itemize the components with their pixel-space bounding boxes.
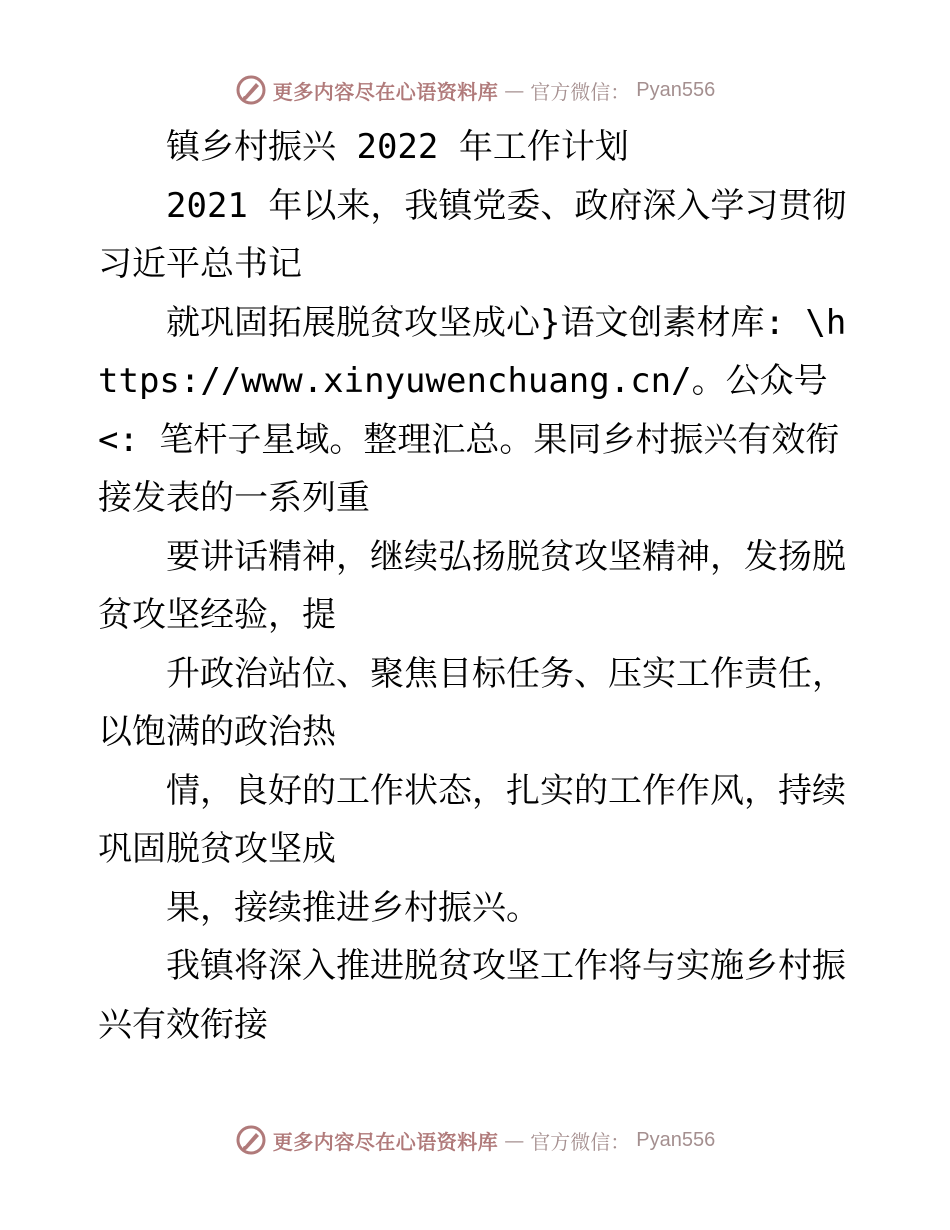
footer-watermark (0, 1122, 950, 1158)
pen-nib-circle-icon (235, 1124, 267, 1156)
watermark-separator: — (504, 78, 525, 102)
watermark-brand: 更多内容尽在心语资料库 (272, 79, 499, 104)
watermark-wechat-id: Pyan556 (636, 1128, 716, 1151)
document-body (98, 118, 858, 1054)
watermark-brand: 更多内容尽在心语资料库 (272, 1129, 499, 1154)
paragraph-line: 果，接续推进乡村振兴。 (166, 887, 540, 928)
paragraph-line: 2021 年以来，我镇党委、政府深入学习贯彻习近平总书记 (98, 185, 847, 284)
paragraph-line: 情，良好的工作状态，扎实的工作作风，持续巩固脱贫攻坚成 (98, 770, 846, 869)
paragraph-line: 我镇将深入推进脱贫攻坚工作将与实施乡村振兴有效衔接 (98, 946, 846, 1045)
pen-nib-circle-icon (235, 74, 267, 106)
paragraph-line: 要讲话精神，继续弘扬脱贫攻坚精神，发扬脱贫攻坚经验，提 (98, 536, 846, 635)
document-title: 镇乡村振兴 2022 年工作计划 (166, 127, 629, 167)
paragraph-line: 升政治站位、聚焦目标任务、压实工作责任，以饱满的政治热 (98, 653, 846, 752)
paragraph-line: 就巩固拓展脱贫攻坚成心}语文创素材库: \https://www.xinyuwenchuang.cn/。公众号<: 笔杆子星域。整理汇总。果同乡村振兴有效衔接发表的一系列重 (98, 302, 847, 518)
watermark-separator: — (504, 1128, 525, 1152)
watermark-wechat-id: Pyan556 (636, 78, 716, 101)
header-watermark (0, 72, 950, 108)
watermark-wechat-label: 官方微信： (530, 79, 631, 104)
watermark-wechat-label: 官方微信： (530, 1129, 631, 1154)
